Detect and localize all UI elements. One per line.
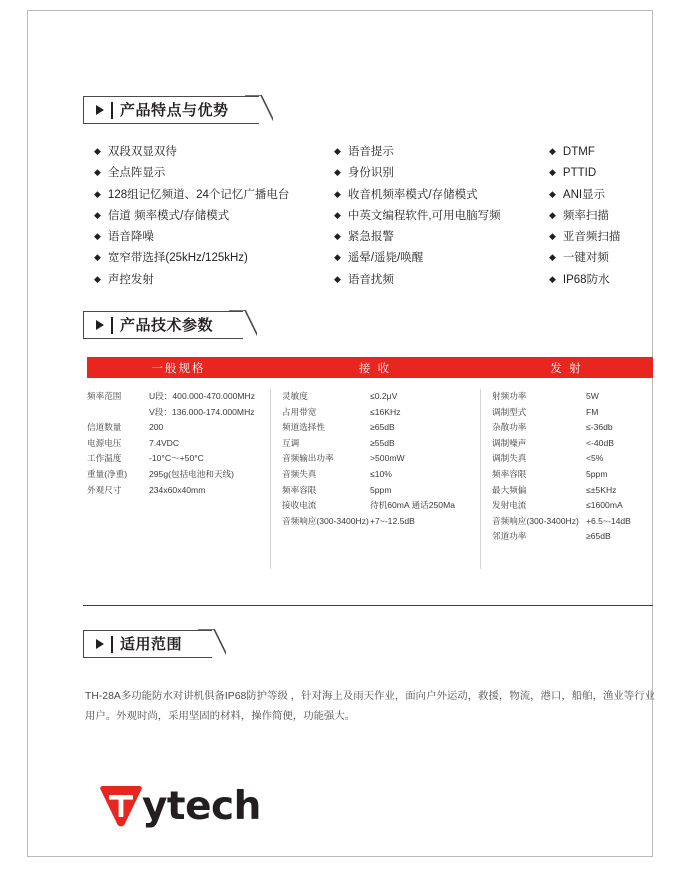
feature-label: 收音机频率模式/存储模式: [347, 188, 478, 201]
spec-row: [492, 483, 653, 499]
spec-row: [87, 389, 264, 405]
feature-item: [549, 206, 674, 227]
spec-row: [492, 451, 653, 467]
spec-key: 调制失真: [492, 453, 527, 464]
spec-value: >500mW: [370, 453, 405, 464]
play-triangle-icon: [96, 639, 104, 649]
spec-row: [87, 405, 264, 421]
spec-key: 音频响应(300-3400Hz): [492, 515, 579, 526]
spec-value: U段：400.000-470.000MHz: [149, 391, 256, 401]
spec-value: +7~-12.5dB: [370, 515, 415, 526]
spec-value: <-40dB: [586, 437, 614, 448]
section-heading-scope: [83, 630, 212, 658]
spec-value: 待机60mA 通话250Ma: [370, 500, 456, 511]
feature-item: [549, 142, 674, 163]
spec-value: ≤±5KHz: [586, 484, 617, 495]
bullet-icon: ◆: [549, 231, 556, 242]
spec-value: ≥65dB: [586, 531, 611, 542]
spec-value: ≤-36db: [586, 422, 613, 433]
spec-key: 外观尺寸: [87, 484, 122, 495]
heading-slant-edge: [198, 629, 226, 657]
spec-row: [87, 451, 264, 467]
heading-bar-divider: [111, 636, 113, 653]
spec-value: 234x60x40mm: [149, 484, 206, 495]
feature-item: [334, 142, 549, 163]
feature-item: [94, 206, 334, 227]
feature-item: [94, 163, 334, 184]
spec-row: [282, 405, 480, 421]
bullet-icon: ◆: [94, 188, 101, 199]
spec-key: 音频失真: [282, 468, 317, 479]
spec-key: 占用带宽: [282, 406, 317, 417]
feature-item: [334, 270, 549, 291]
feature-label: 身份识别: [347, 167, 394, 180]
features-list: [94, 142, 674, 291]
section-heading-specs: [83, 311, 243, 339]
spec-key: 邻道功率: [492, 531, 527, 542]
feature-label: 遥晕/遥毙/唤醒: [347, 252, 424, 265]
bullet-icon: ◆: [334, 252, 341, 263]
feature-label: PTTID: [562, 167, 597, 180]
spec-column-transmit: [480, 389, 653, 569]
spec-key: 频率容限: [282, 484, 317, 495]
spec-key: 音频输出功率: [282, 453, 334, 464]
spec-key: 电源电压: [87, 437, 122, 448]
feature-label: IP68防水: [562, 273, 610, 286]
feature-item: [549, 163, 674, 184]
spec-row: [282, 436, 480, 452]
spec-value: ≤1600mA: [586, 500, 623, 511]
spec-key: 调制型式: [492, 406, 527, 417]
feature-item: [549, 227, 674, 248]
heading-bar-divider: [111, 102, 113, 119]
features-column-1: [94, 142, 334, 291]
feature-item: [334, 248, 549, 269]
bullet-icon: ◆: [94, 209, 101, 220]
feature-label: 中英文编程软件,可用电脑写频: [347, 209, 501, 222]
bullet-icon: ◆: [94, 146, 101, 156]
bullet-icon: ◆: [549, 252, 556, 263]
bullet-icon: ◆: [94, 167, 101, 178]
spec-key: 射频功率: [492, 391, 527, 401]
page-frame: [27, 10, 653, 857]
spec-row: [492, 405, 653, 421]
spec-row: [282, 514, 480, 530]
spec-value: ≤16KHz: [370, 406, 401, 417]
feature-item: [334, 206, 549, 227]
spec-key: 信道数量: [87, 422, 122, 433]
spec-key: 频道选择性: [282, 422, 325, 433]
spec-row: [282, 483, 480, 499]
spec-value: <5%: [586, 453, 604, 464]
spec-row: [282, 467, 480, 483]
bullet-icon: ◆: [334, 167, 341, 178]
feature-label: 双段双显双待: [107, 146, 177, 158]
bullet-icon: ◆: [94, 231, 101, 242]
spec-value: -10°C～+50°C: [149, 453, 204, 464]
spec-key: 最大频偏: [492, 484, 527, 495]
tytech-shield-icon: [98, 784, 144, 829]
feature-item: [94, 227, 334, 248]
spec-row: [87, 420, 264, 436]
bullet-icon: ◆: [549, 146, 556, 156]
features-column-3: [549, 142, 674, 291]
spec-row: [282, 420, 480, 436]
heading-slant-edge: [229, 310, 257, 338]
spec-row: [492, 389, 653, 405]
spec-key: 杂散功率: [492, 422, 527, 433]
heading-bar-divider: [111, 317, 113, 334]
spec-row: [492, 467, 653, 483]
spec-value: 5ppm: [370, 484, 392, 495]
feature-item: [94, 248, 334, 269]
spec-column-receive: [270, 389, 480, 569]
spec-row: [87, 467, 264, 483]
feature-label: DTMF: [562, 146, 595, 158]
spec-column-general: [87, 389, 270, 569]
spec-value: FM: [586, 406, 599, 417]
spec-key: 工作温度: [87, 453, 122, 464]
feature-item: [334, 185, 549, 206]
spec-row: [492, 529, 653, 545]
scope-paragraph: TH-28A多功能防水对讲机俱备IP68防护等级 ，针对海上及雨天作业，面向户外运动，救援，物流，港口，船舶，渔业等行业用户。外观时尚，采用坚固的材料，操作简便，功能强大。: [85, 691, 655, 722]
feature-item: [334, 227, 549, 248]
spec-row: [282, 498, 480, 514]
bullet-icon: ◆: [549, 167, 556, 178]
spec-key: 重量(净重): [87, 468, 128, 479]
spec-row: [492, 420, 653, 436]
feature-label: 一键对频: [562, 252, 609, 265]
features-column-2: [334, 142, 549, 291]
bullet-icon: ◆: [334, 188, 341, 199]
spec-table-header-row: [87, 357, 653, 378]
spec-value: V段：136.000-174.000MHz: [149, 406, 255, 417]
spec-value: 200: [149, 422, 164, 433]
bullet-icon: ◆: [549, 188, 556, 199]
section-heading-features: [83, 96, 259, 124]
spec-header-receive: 接 收: [358, 362, 392, 375]
spec-row: [87, 483, 264, 499]
spec-row: [492, 436, 653, 452]
feature-label: 全点阵显示: [107, 167, 166, 180]
spec-row: [87, 436, 264, 452]
spec-row: [492, 514, 653, 530]
spec-table-body: [87, 389, 653, 569]
heading-slant-edge: [245, 95, 273, 123]
spec-key: 调制噪声: [492, 437, 527, 448]
brand-wordmark: ytech: [142, 784, 261, 829]
section-title-specs: 产品技术参数: [120, 316, 214, 334]
brand-logo: [98, 784, 261, 829]
spec-value: +6.5~-14dB: [586, 515, 631, 526]
spec-row: [492, 498, 653, 514]
bullet-icon: ◆: [334, 209, 341, 220]
feature-label: 语音提示: [347, 146, 394, 158]
feature-label: 128组记忆频道、24个记忆广播电台: [107, 188, 290, 201]
play-triangle-icon: [96, 320, 104, 330]
section-title-scope: 适用范围: [120, 635, 183, 653]
spec-key: 互调: [282, 437, 300, 448]
feature-label: 紧急报警: [347, 231, 394, 244]
feature-label: 语音降噪: [107, 231, 154, 244]
bullet-icon: ◆: [549, 273, 556, 284]
feature-item: [94, 142, 334, 163]
feature-item: [549, 185, 674, 206]
spec-row: [282, 451, 480, 467]
bullet-icon: ◆: [549, 209, 556, 220]
spec-key: 频率容限: [492, 468, 527, 479]
feature-label: 宽窄带选择(25kHz/125kHz): [107, 252, 248, 265]
spec-key: 灵敏度: [282, 391, 308, 401]
spec-key: 频率范围: [87, 391, 122, 401]
spec-value: 7.4VDC: [149, 437, 180, 448]
section-divider: [83, 605, 653, 606]
feature-label: 声控发射: [107, 273, 154, 286]
section-title-features: 产品特点与优势: [120, 101, 229, 119]
bullet-icon: ◆: [334, 146, 341, 156]
bullet-icon: ◆: [334, 231, 341, 242]
spec-header-general: 一般规格: [151, 362, 206, 375]
feature-label: 亚音频扫描: [562, 231, 621, 244]
spec-key: 发射电流: [492, 500, 527, 511]
bullet-icon: ◆: [94, 252, 101, 263]
spec-value: 5W: [586, 391, 599, 401]
spec-row: [282, 389, 480, 405]
feature-label: 语音扰频: [347, 273, 394, 286]
feature-label: 信道 频率模式/存储模式: [107, 209, 230, 222]
spec-value: ≥55dB: [370, 437, 395, 448]
spec-header-transmit: 发 射: [550, 362, 583, 375]
feature-item: [549, 270, 674, 291]
spec-value: ≥65dB: [370, 422, 395, 433]
feature-label: 频率扫描: [562, 209, 609, 222]
spec-key: 接收电流: [282, 500, 317, 511]
feature-label: ANI显示: [562, 188, 606, 201]
feature-item: [334, 163, 549, 184]
spec-value: 5ppm: [586, 468, 608, 479]
spec-table: [87, 357, 653, 569]
feature-item: [94, 185, 334, 206]
spec-value: 295g(包括电池和天线): [149, 468, 234, 479]
spec-value: ≤10%: [370, 468, 392, 479]
feature-item: [94, 270, 334, 291]
bullet-icon: ◆: [334, 273, 341, 284]
spec-value: ≤0.2μV: [370, 391, 398, 401]
spec-key: 音频响应(300-3400Hz): [282, 515, 369, 526]
play-triangle-icon: [96, 105, 104, 115]
feature-item: [549, 248, 674, 269]
bullet-icon: ◆: [94, 273, 101, 284]
